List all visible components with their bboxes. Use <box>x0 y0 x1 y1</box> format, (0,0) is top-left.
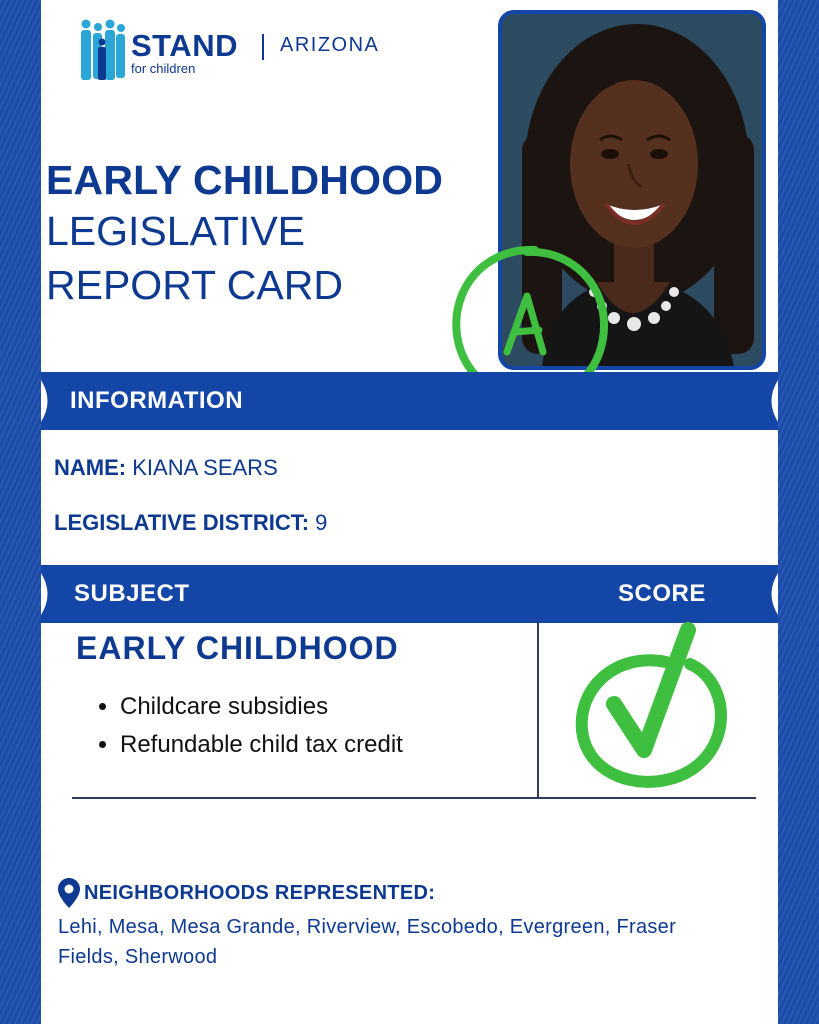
children-figures-icon <box>78 18 128 84</box>
title-line-1: EARLY CHILDHOOD <box>46 157 444 203</box>
name-row <box>54 455 278 481</box>
neighborhoods-list: Lehi, Mesa, Mesa Grande, Riverview, Escobedo, Evergreen, Fraser Fields, Sherwood <box>58 916 677 968</box>
title-line-2: LEGISLATIVE <box>46 208 306 254</box>
subject-items <box>96 688 403 764</box>
stand-logo <box>78 18 408 88</box>
list-item: • Refundable child tax credit <box>120 726 403 764</box>
subject-score-header <box>41 565 778 623</box>
table-bottom-rule <box>72 797 756 799</box>
logo-brand: STAND <box>131 28 238 63</box>
name-value: KIANA SEARS <box>132 455 278 480</box>
logo-tagline: for children <box>131 61 196 76</box>
neighborhoods-heading <box>58 878 435 908</box>
information-header <box>41 372 778 430</box>
column-divider <box>537 622 539 798</box>
checkmark-score-icon <box>570 622 740 792</box>
logo-state: ARIZONA <box>280 34 380 56</box>
page-title <box>46 156 443 312</box>
neighborhoods-label: NEIGHBORHOODS REPRESENTED: <box>84 881 436 904</box>
district-label: LEGISLATIVE DISTRICT: <box>54 510 310 535</box>
name-label: NAME: <box>54 455 127 480</box>
district-value: 9 <box>315 510 328 535</box>
district-row <box>54 510 327 536</box>
title-line-3: REPORT CARD <box>46 262 343 308</box>
logo-divider <box>262 34 264 60</box>
subject-header: SUBJECT <box>74 580 190 607</box>
score-header: SCORE <box>618 580 706 607</box>
information-label: INFORMATION <box>70 387 244 414</box>
list-item: • Childcare subsidies <box>120 688 403 726</box>
subject-name: EARLY CHILDHOOD <box>76 630 399 666</box>
map-pin-icon <box>58 878 80 908</box>
